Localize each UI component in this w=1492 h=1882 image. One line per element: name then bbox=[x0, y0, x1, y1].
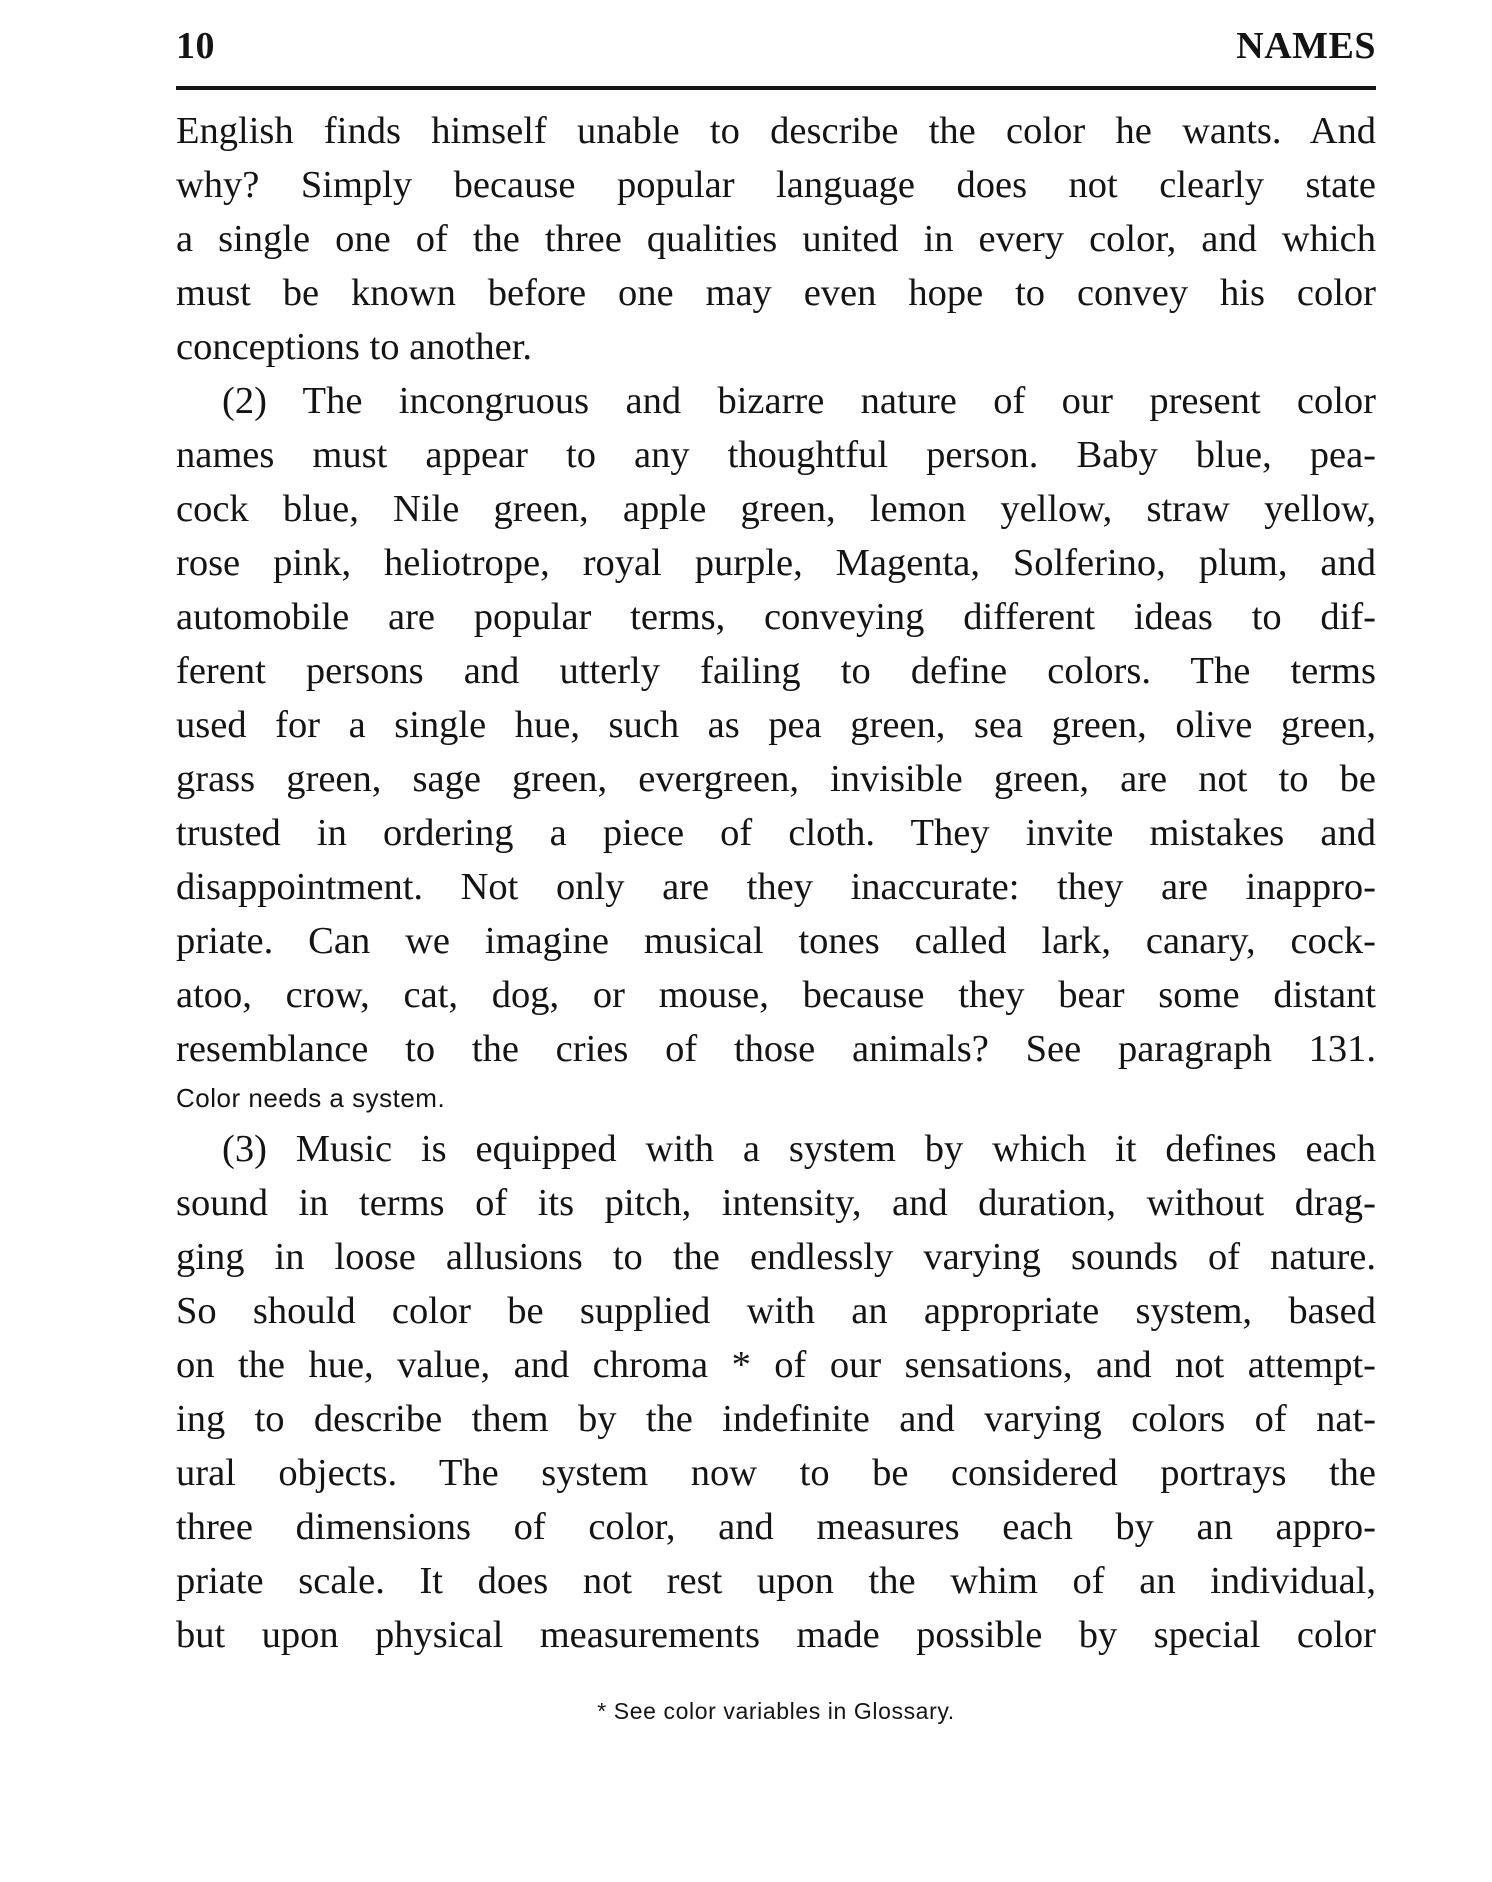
text-line: cock blue, Nile green, apple green, lemon yellow, straw yellow, bbox=[176, 488, 1376, 530]
paragraph-3 bbox=[176, 1122, 1376, 1662]
body-text bbox=[176, 104, 1376, 1662]
text-line: grass green, sage green, evergreen, invisible green, are not to be bbox=[176, 758, 1376, 800]
running-title: NAMES bbox=[1236, 25, 1376, 67]
text-line: three dimensions of color, and measures each by an appro- bbox=[176, 1506, 1376, 1548]
text-line: English finds himself unable to describe the color he wants. And bbox=[176, 110, 1376, 152]
header-rule bbox=[176, 86, 1376, 90]
text-line: rose pink, heliotrope, royal purple, Magenta, Solferino, plum, and bbox=[176, 542, 1376, 584]
paragraph-2 bbox=[176, 374, 1376, 1076]
sidenote-heading: Color needs a system. bbox=[176, 1083, 446, 1113]
text-line: (3) Music is equipped with a system by which it defines each bbox=[222, 1128, 1376, 1170]
text-line: ferent persons and utterly failing to define colors. The terms bbox=[176, 650, 1376, 692]
text-line: must be known before one may even hope to convey his color bbox=[176, 272, 1376, 314]
text-line: on the hue, value, and chroma * of our sensations, and not attempt- bbox=[176, 1344, 1376, 1386]
text-line: priate. Can we imagine musical tones called lark, canary, cock- bbox=[176, 920, 1376, 962]
text-line: trusted in ordering a piece of cloth. They invite mistakes and bbox=[176, 812, 1376, 854]
running-head bbox=[176, 24, 1376, 74]
text-line: automobile are popular terms, conveying different ideas to dif- bbox=[176, 596, 1376, 638]
text-line: atoo, crow, cat, dog, or mouse, because they bear some distant bbox=[176, 974, 1376, 1016]
paragraph-1 bbox=[176, 104, 1376, 374]
text-line: So should color be supplied with an appropriate system, based bbox=[176, 1290, 1376, 1332]
text-line: resemblance to the cries of those animals? See paragraph 131. bbox=[176, 1028, 1376, 1070]
page-number: 10 bbox=[176, 25, 215, 67]
text-line: (2) The incongruous and bizarre nature of our present color bbox=[222, 380, 1376, 422]
text-line: conceptions to another. bbox=[176, 326, 533, 368]
text-line: used for a single hue, such as pea green, sea green, olive green, bbox=[176, 704, 1376, 746]
text-line: but upon physical measurements made possible by special color bbox=[176, 1614, 1376, 1656]
text-line: names must appear to any thoughtful person. Baby blue, pea- bbox=[176, 434, 1376, 476]
text-line: why? Simply because popular language does not clearly state bbox=[176, 164, 1376, 206]
text-line: disappointment. Not only are they inaccurate: they are inappro- bbox=[176, 866, 1376, 908]
text-line: ural objects. The system now to be considered portrays the bbox=[176, 1452, 1376, 1494]
footnote: * See color variables in Glossary. bbox=[597, 1698, 955, 1724]
text-line: sound in terms of its pitch, intensity, and duration, without drag- bbox=[176, 1182, 1376, 1224]
text-line: ging in loose allusions to the endlessly varying sounds of nature. bbox=[176, 1236, 1376, 1278]
text-line: ing to describe them by the indefinite and varying colors of nat- bbox=[176, 1398, 1376, 1440]
text-line: a single one of the three qualities united in every color, and which bbox=[176, 218, 1376, 260]
book-page bbox=[176, 0, 1376, 1882]
text-line: priate scale. It does not rest upon the whim of an individual, bbox=[176, 1560, 1376, 1602]
